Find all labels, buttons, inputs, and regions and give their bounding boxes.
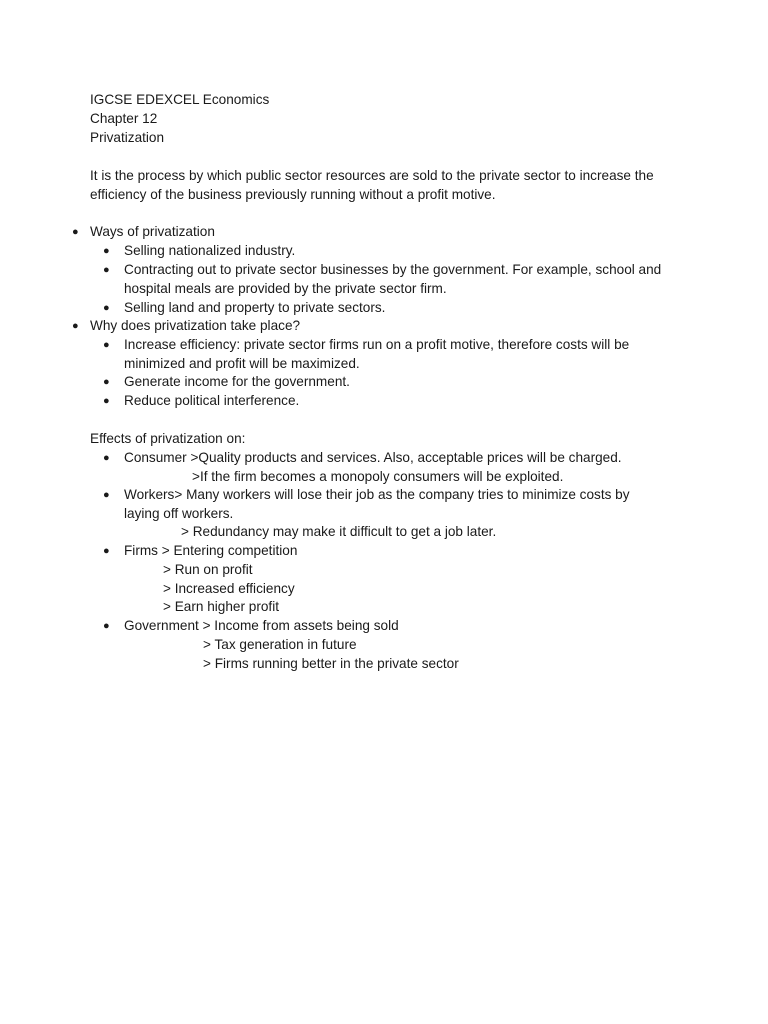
list-item: Generate income for the government. bbox=[124, 374, 350, 389]
list-item-continuation: hospital meals are provided by the private sector firm. bbox=[124, 281, 447, 296]
list-item: Selling land and property to private sectors. bbox=[124, 300, 386, 315]
ways-title: Ways of privatization bbox=[90, 224, 215, 239]
course-title: IGCSE EDEXCEL Economics bbox=[90, 92, 270, 107]
government-effect-sub: > Tax generation in future bbox=[203, 637, 357, 652]
firms-effect: Firms > Entering competition bbox=[124, 543, 298, 558]
list-item: Reduce political interference. bbox=[124, 393, 300, 408]
why-title: Why does privatization take place? bbox=[90, 318, 301, 333]
topic-title: Privatization bbox=[90, 130, 165, 145]
list-item: Selling nationalized industry. bbox=[124, 243, 296, 258]
list-item: Increase efficiency: private sector firms run on a profit motive, therefore costs will be bbox=[124, 337, 630, 352]
effects-title: Effects of privatization on: bbox=[90, 431, 246, 446]
government-effect: Government > Income from assets being sold bbox=[124, 618, 399, 633]
consumer-effect: Consumer >Quality products and services. Also, acceptable prices will be charged. bbox=[124, 450, 622, 465]
firms-effect-sub: > Run on profit bbox=[163, 562, 253, 577]
government-effect-sub: > Firms running better in the private sector bbox=[203, 656, 459, 671]
firms-effect-sub: > Earn higher profit bbox=[163, 599, 279, 614]
bullet-icon: ● bbox=[103, 245, 110, 257]
intro-line: efficiency of the business previously running without a profit motive. bbox=[90, 187, 496, 202]
consumer-effect-sub: >If the firm becomes a monopoly consumers will be exploited. bbox=[192, 469, 564, 484]
intro-line: It is the process by which public sector resources are sold to the private sector to increase the bbox=[90, 168, 654, 183]
workers-effect: Workers> Many workers will lose their job as the company tries to minimize costs by bbox=[124, 487, 630, 502]
bullet-icon: ● bbox=[103, 452, 110, 464]
bullet-icon: ● bbox=[72, 226, 79, 238]
bullet-icon: ● bbox=[103, 545, 110, 557]
bullet-icon: ● bbox=[103, 302, 110, 314]
workers-effect-sub: > Redundancy may make it difficult to get a job later. bbox=[181, 524, 497, 539]
bullet-icon: ● bbox=[103, 489, 110, 501]
list-item: Contracting out to private sector businesses by the government. For example, school and bbox=[124, 262, 662, 277]
firms-effect-sub: > Increased efficiency bbox=[163, 581, 295, 596]
list-item-continuation: minimized and profit will be maximized. bbox=[124, 356, 360, 371]
bullet-icon: ● bbox=[103, 395, 110, 407]
bullet-icon: ● bbox=[72, 320, 79, 332]
bullet-icon: ● bbox=[103, 339, 110, 351]
bullet-icon: ● bbox=[103, 376, 110, 388]
bullet-icon: ● bbox=[103, 620, 110, 632]
chapter-label: Chapter 12 bbox=[90, 111, 158, 126]
workers-effect-continuation: laying off workers. bbox=[124, 506, 234, 521]
bullet-icon: ● bbox=[103, 264, 110, 276]
